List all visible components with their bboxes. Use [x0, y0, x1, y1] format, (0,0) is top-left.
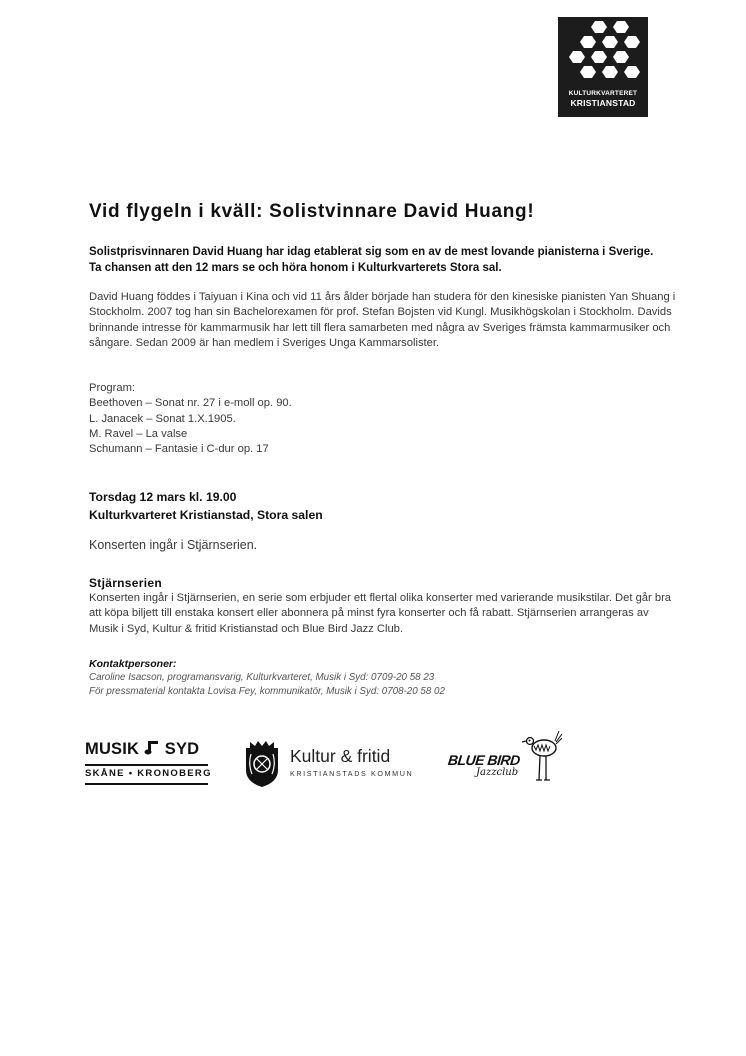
blue-bird-logo — [446, 728, 562, 784]
logo-line2: KRISTIANSTAD — [570, 98, 636, 108]
program-list — [89, 381, 489, 457]
divider — [85, 783, 208, 785]
stjarnserien-heading: Stjärnserien — [89, 576, 162, 590]
event-info — [89, 489, 323, 524]
music-note-icon — [144, 740, 160, 755]
bird-icon — [522, 728, 562, 782]
contact-line: Caroline Isacson, programansvarig, Kulturkvarteret, Musik i Syd: 0709-20 58 23 — [89, 672, 435, 683]
kultur-fritid-title: Kultur & fritid — [290, 746, 391, 766]
kristianstad-shield-icon — [242, 740, 282, 788]
musik-i-syd-logo — [85, 740, 212, 786]
lead-paragraph: Solistprisvinnaren David Huang har idag etablerat sig som en av de mest lovande pianisterna i Sverige. Ta chansen att den 12 mars se och höra honom i Kulturkvarterets Stora sal. — [89, 246, 654, 274]
contacts-heading: Kontaktpersoner: — [89, 658, 177, 670]
program-heading: Program: — [89, 382, 136, 394]
bio-paragraph: David Huang föddes i Taiyuan i Kina och vid 11 års ålder började han studera för den kinesiske pianisten Yan Shuang i Stockholm. 2007 tog han sin Bachelorexamen för prof. Stefan Bojsten vid Kungl. Musikhögskolan i Stockholm. Davids brinnande intresse för kammarmusik har lett till flera samarbeten med några av Sveriges främsta kammarmusiker och sångare. Sedan 2009 är han medlem i Sveriges Unga Kammarsolister. — [89, 291, 676, 349]
divider — [85, 764, 208, 766]
event-venue: Kulturkvarteret Kristianstad, Stora salen — [89, 507, 323, 522]
blue-bird-title: BLUE BIRD — [447, 752, 521, 768]
page-title: Vid flygeln i kväll: Solistvinnare David Huang! — [89, 201, 535, 222]
kulturkvarteret-logo — [558, 17, 648, 117]
logo-line1: KULTURKVARTERET — [568, 90, 638, 97]
musik-subtitle: SKÅNE • KRONOBERG — [85, 768, 212, 779]
contact-line: För pressmaterial kontakta Lovisa Fey, kommunikatör, Musik i Syd: 0708-20 58 02 — [89, 686, 445, 697]
syd-word: SYD — [164, 740, 200, 758]
program-item: L. Janacek – Sonat 1.X.1905. — [89, 412, 236, 425]
blue-bird-subtitle: Jazzclub — [476, 767, 519, 778]
series-note: Konserten ingår i Stjärnserien. — [89, 538, 258, 552]
kultur-fritid-subtitle: KRISTIANSTADS KOMMUN — [290, 769, 414, 778]
program-item: Schumann – Fantasie i C-dur op. 17 — [89, 443, 269, 456]
stjarnserien-text: Konserten ingår i Stjärnserien, en serie som erbjuder ett flertal olika konserter med varierande musikstilar. Det går bra att köpa biljett till enstaka konsert eller abonnera på minst fyra konserter och få rabatt. Stjärnserien arrangeras av Musik i Syd, Kultur & fritid Kristianstad och Blue Bird Jazz Club. — [89, 592, 672, 635]
musik-word: MUSIK — [85, 740, 140, 758]
program-item: Beethoven – Sonat nr. 27 i e-moll op. 90. — [89, 397, 292, 410]
event-datetime: Torsdag 12 mars kl. 19.00 — [89, 490, 237, 504]
program-item: M. Ravel – La valse — [89, 427, 188, 440]
hexagon-pattern-icon — [558, 17, 648, 89]
